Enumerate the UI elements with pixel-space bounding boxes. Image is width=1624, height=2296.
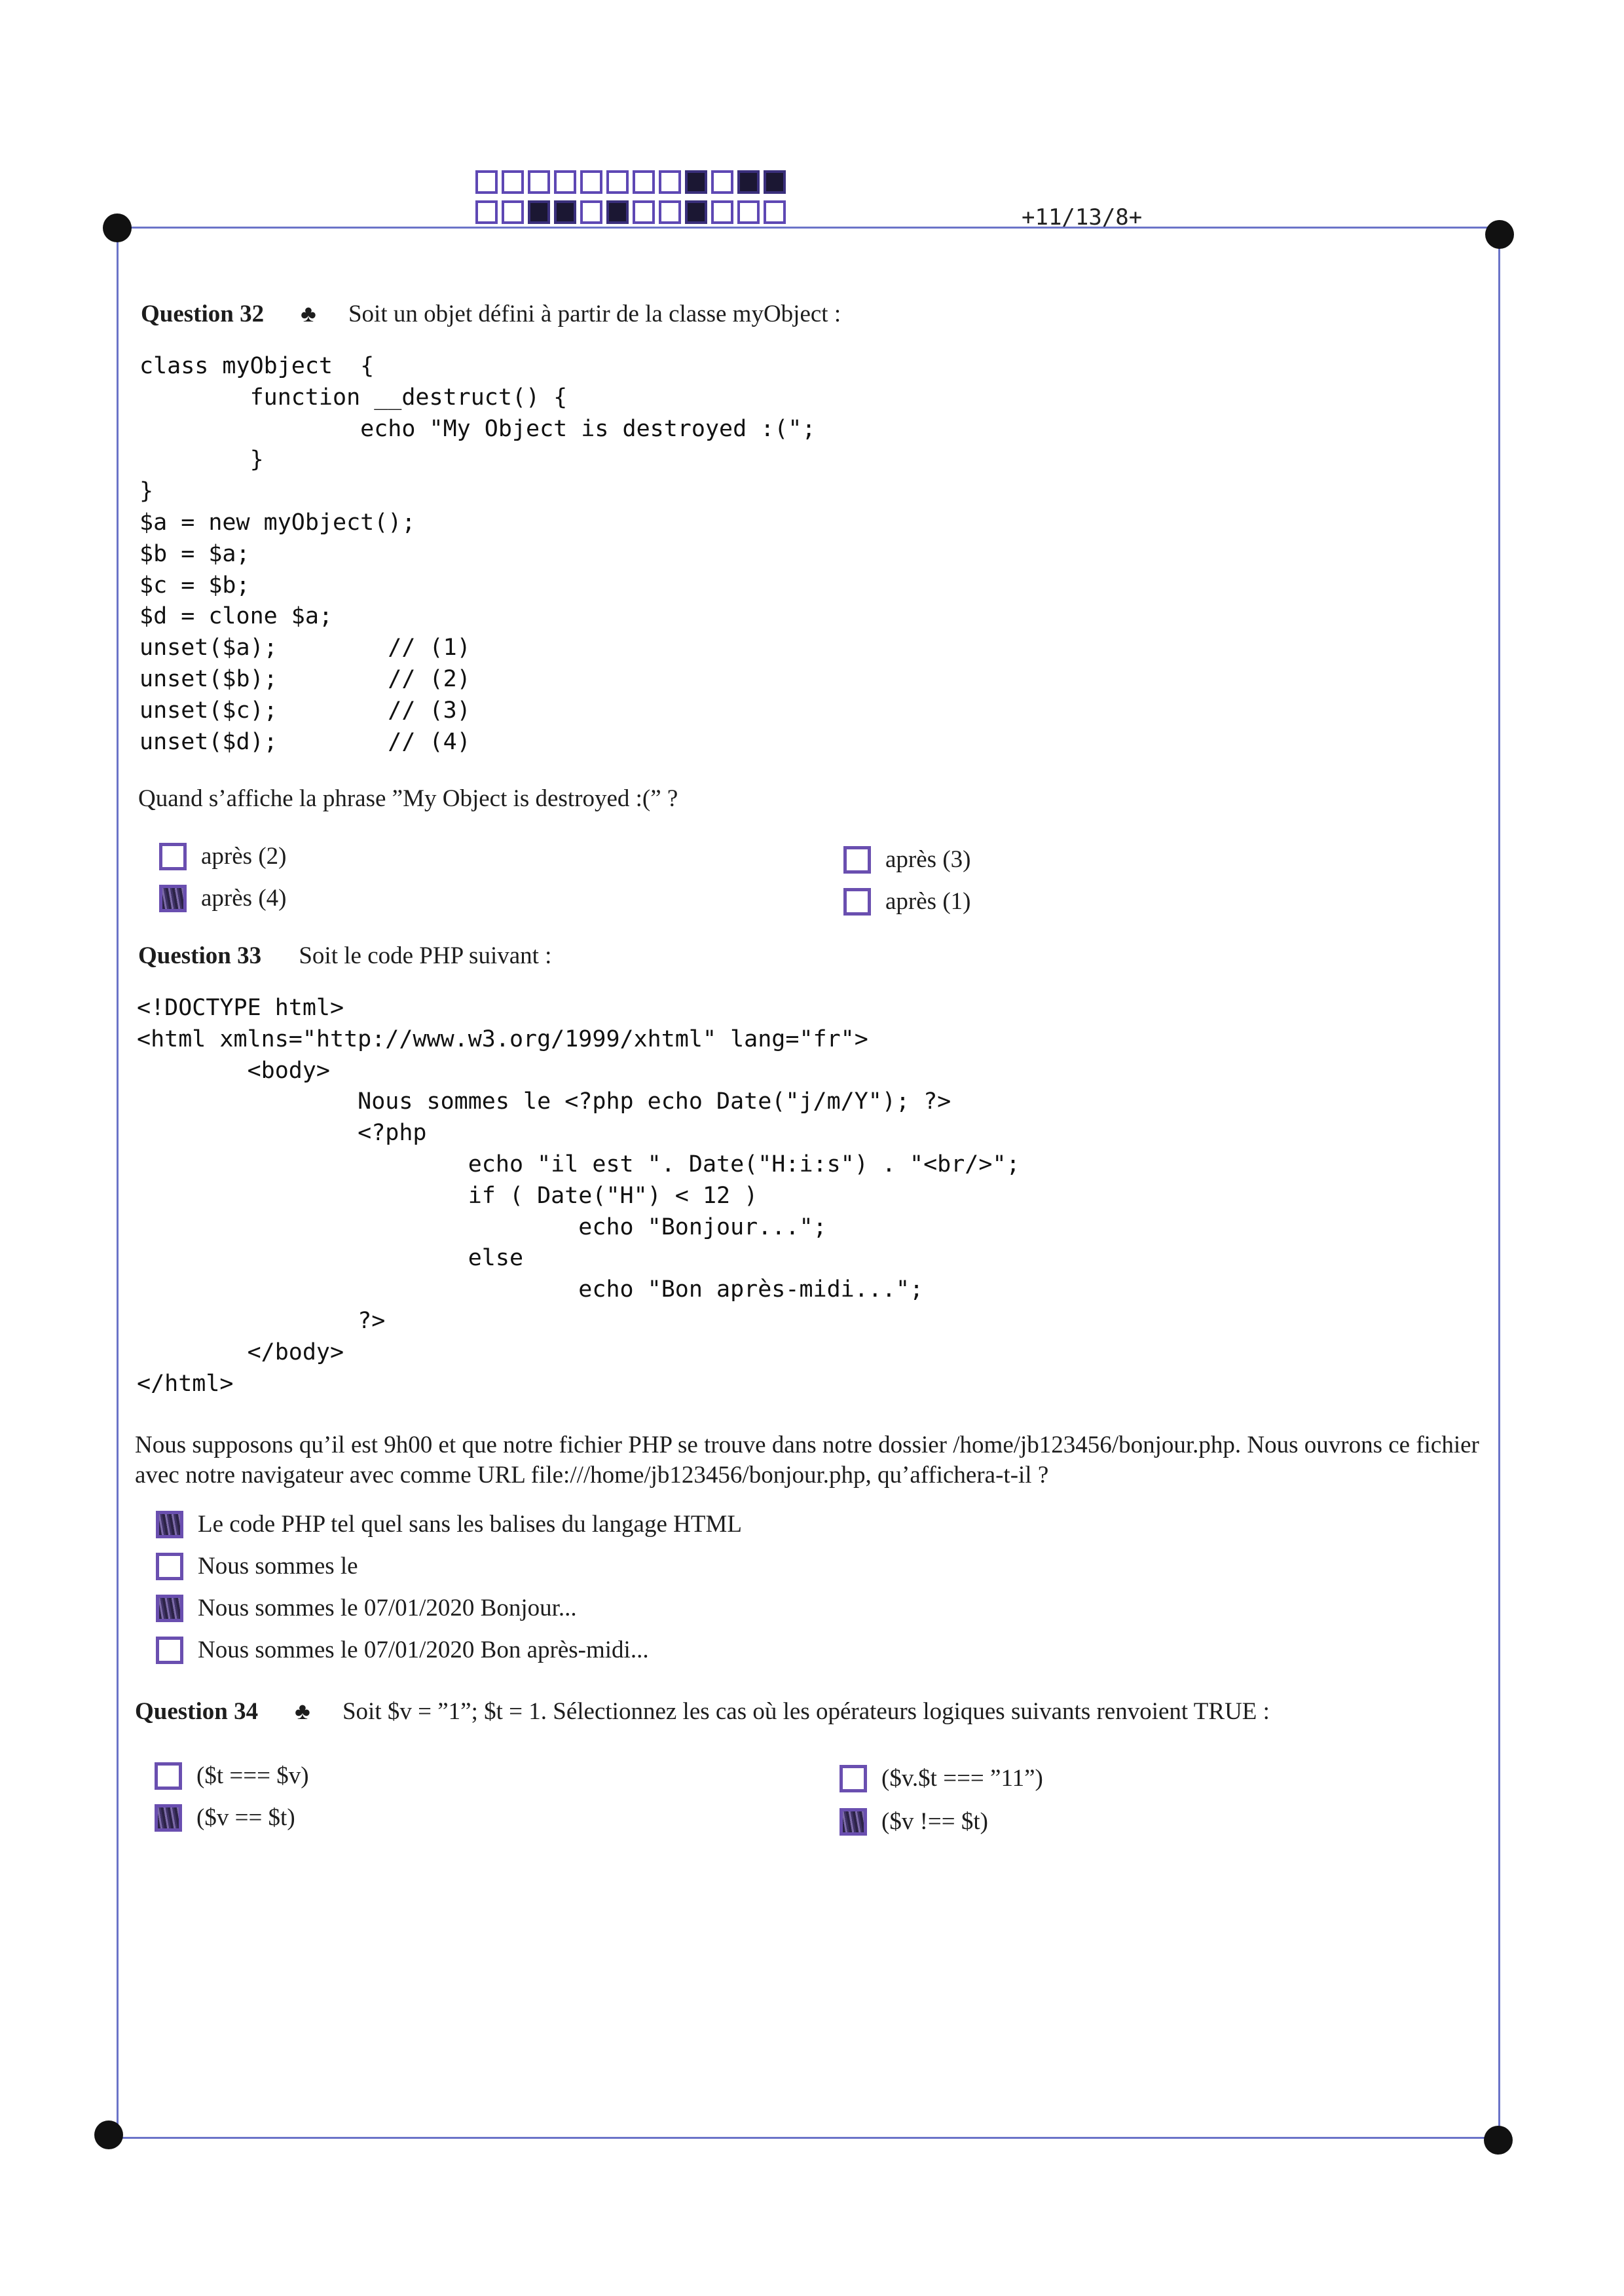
checkbox[interactable] [156,1637,183,1664]
q33-code: <!DOCTYPE html> <html xmlns="http://www.w3.org/1999/xhtml" lang="fr"> <body> Nous sommes le <?php echo Date("j/m/Y"); ?> <?php echo "il est ". Date("H:i:s") . "<br/>"; if ( Date("H") < 12 ) echo "Bonjour..."; else echo "Bon après-midi..."; ?> </body> </html> [137,995,1020,1397]
q34-option-label: ($t === $v) [196,1762,309,1789]
q33-option-label: Nous sommes le 07/01/2020 Bonjour... [198,1595,577,1621]
q33-option-label: Nous sommes le [198,1553,358,1580]
checkbox[interactable] [155,1762,182,1790]
checkbox-checked[interactable] [840,1808,867,1836]
q33-question: Nous supposons qu’il est 9h00 et que notre fichier PHP se trouve dans notre dossier /home/jb123456/bonjour.php. Nous ouvrons ce fichier avec notre navigateur avec comme URL file:///home/jb123456/bonjour.php, qu’affichera-t-il ? [135,1432,1479,1489]
q32-option-label: après (1) [885,888,971,915]
q33-option-label: Le code PHP tel quel sans les balises du langage HTML [198,1511,742,1538]
q34-option[interactable] [155,1762,309,1790]
frame-right-line [1498,233,1500,2140]
q34-option-label: ($v !== $t) [881,1808,988,1835]
q34-option[interactable] [155,1804,295,1832]
barcode-row-1 [475,170,790,194]
q32-option[interactable] [843,845,970,874]
q34-club-icon: ♣ [295,1698,310,1724]
q34-label: Question 34 [135,1698,259,1725]
q32-option-label: après (4) [201,885,287,912]
q34-prompt: Soit $v = ”1”; $t = 1. Sélectionnez les cas où les opérateurs logiques suivants renvoient TRUE : [342,1698,1270,1725]
q32-option[interactable] [159,884,286,912]
q32-option-label: après (2) [201,843,287,870]
checkbox[interactable] [843,888,871,916]
q33-option[interactable] [156,1510,742,1538]
q33-prompt: Soit le code PHP suivant : [299,942,552,969]
checkbox-checked[interactable] [156,1595,183,1622]
q32-question: Quand s’affiche la phrase ”My Object is destroyed :(” ? [138,785,678,812]
checkbox-checked[interactable] [156,1511,183,1538]
q34-option[interactable] [840,1764,1043,1792]
q34-option-label: ($v.$t === ”11”) [881,1765,1043,1792]
q33-heading [138,942,551,970]
page-id: +11/13/8+ [1022,204,1143,231]
q32-prompt: Soit un objet défini à partir de la classe myObject : [348,301,841,327]
q32-option[interactable] [159,842,286,870]
corner-marker-top-right [1485,220,1514,249]
q33-label: Question 33 [138,942,262,969]
checkbox[interactable] [843,846,871,874]
frame-left-line [117,227,119,2139]
corner-marker-bottom-right [1484,2126,1513,2155]
q32-label: Question 32 [141,301,265,327]
q34-heading [135,1697,1270,1726]
q32-option-label: après (3) [885,846,971,873]
frame-bottom-line [109,2137,1498,2139]
checkbox[interactable] [840,1765,867,1792]
q32-code: class myObject { function __destruct() { echo "My Object is destroyed :("; } } $a = new myObject(); $b = $a; $c = $b; $d = clone $a; unset($a); // (1) unset($b); // (2) unset($c); // (3) unset($d); // (4) [139,353,816,755]
checkbox-checked[interactable] [159,885,187,912]
q34-option-label: ($v == $t) [196,1804,295,1831]
q32-heading [141,300,841,328]
q33-option[interactable] [156,1636,649,1664]
corner-marker-top-left [103,213,132,242]
barcode-row-2 [475,200,790,224]
frame-top-line [118,227,1500,229]
checkbox[interactable] [159,843,187,870]
q34-option[interactable] [840,1807,988,1836]
q33-option-label: Nous sommes le 07/01/2020 Bon après-midi... [198,1637,649,1663]
q33-option[interactable] [156,1594,577,1622]
checkbox[interactable] [156,1553,183,1580]
corner-marker-bottom-left [94,2120,123,2149]
q33-option[interactable] [156,1552,358,1580]
q32-club-icon: ♣ [301,301,316,327]
checkbox-checked[interactable] [155,1804,182,1832]
q32-option[interactable] [843,887,970,916]
